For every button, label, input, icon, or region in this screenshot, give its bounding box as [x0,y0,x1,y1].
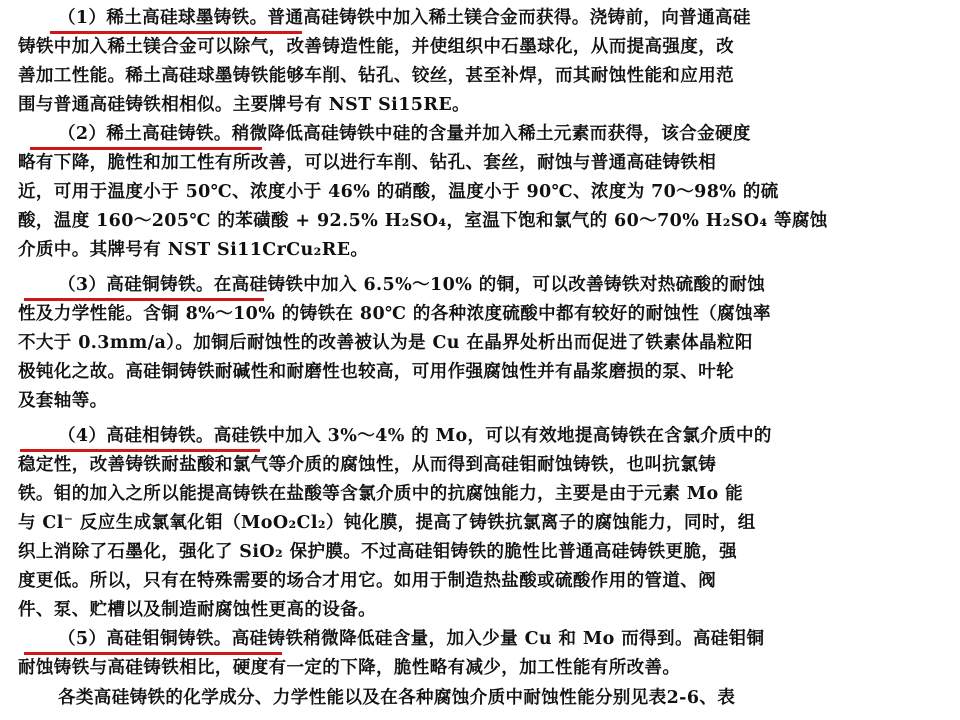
section-heading-4: （4）高硅相铸铁。 [58,426,214,446]
line-text: 稍微降低高硅铸铁中硅的含量并加入稀土元素而获得，该合金硬度 [231,124,751,144]
paragraph-1-line-2: 铸铁中加入稀土镁合金可以除气，改善铸造性能，并使组织中石墨球化，从而提高强度，改 [18,37,734,57]
paragraph-2-line-5: 介质中。其牌号有 NST Si11CrCu₂RE。 [18,240,369,260]
paragraph-1-line-1 [58,4,944,32]
line-text: 在高硅铸铁中加入 6.5%～10% 的铜，可以改善铸铁对热硫酸的耐蚀 [213,275,766,295]
paragraph-4-line-6: 度更低。所以，只有在特殊需要的场合才用它。如用于制造热盐酸或硫酸作用的管道、阀 [18,571,717,591]
closing-paragraph-line: 各类高硅铸铁的化学成分、力学性能以及在各种腐蚀介质中耐蚀性能分别见表2-6、表 [58,688,736,708]
paragraph-4-line-3: 铁。钼的加入之所以能提高铸铁在盐酸等含氯介质中的抗腐蚀能力，主要是由于元素 Mo 能 [18,484,744,504]
paragraph-4-line-1 [58,422,944,450]
paragraph-5-line-2: 耐蚀铸铁与高硅铸铁相比，硬度有一定的下降，脆性略有减少，加工性能有所改善。 [18,658,681,678]
paragraph-5-line-1 [58,625,944,653]
paragraph-4-line-5: 织上消除了石墨化，强化了 SiO₂ 保护膜。不过高硅钼铸铁的脆性比普通高硅铸铁更脆，强 [18,542,738,562]
paragraph-2-line-1 [58,120,944,148]
line-text: 高硅铁中加入 3%～4% 的 Mo，可以有效地提高铸铁在含氯介质中的 [213,426,772,446]
paragraph-3-line-5: 及套轴等。 [18,391,108,411]
paragraph-3-line-4: 极钝化之故。高硅铜铸铁耐碱性和耐磨性也较高，可用作强腐蚀性并有晶浆磨损的泵、叶轮 [18,362,734,382]
paragraph-4-line-2: 稳定性，改善铸铁耐盐酸和氯气等介质的腐蚀性，从而得到高硅钼耐蚀铸铁，也叫抗氯铸 [18,455,717,475]
paragraph-3-line-1 [58,271,944,299]
section-heading-2: （2）稀土高硅铸铁。 [58,124,232,144]
paragraph-2-line-4: 酸，温度 160～205℃ 的苯磺酸 + 92.5% H₂SO₄，室温下饱和氯气的 60～70% H₂SO₄ 等腐蚀 [18,211,828,231]
paragraph-2-line-2: 略有下降，脆性和加工性有所改善，可以进行车削、钻孔、套丝，耐蚀与普通高硅铸铁相 [18,153,717,173]
paragraph-3-line-2: 性及力学性能。含铜 8%～10% 的铸铁在 80℃ 的各种浓度硫酸中都有较好的耐蚀性（腐蚀率 [18,304,771,324]
paragraph-2-line-3: 近，可用于温度小于 50℃、浓度小于 46% 的硝酸，温度小于 90℃、浓度为 70～98% 的硫 [18,182,779,202]
section-heading-5: （5）高硅钼铜铸铁。 [58,629,232,649]
paragraph-3-line-3: 不大于 0.3mm/a）。加铜后耐蚀性的改善被认为是 Cu 在晶界处析出而促进了铁素体晶粒阳 [18,333,753,353]
paragraph-1-line-3: 善加工性能。稀土高硅球墨铸铁能够车削、钻孔、铰丝，甚至补焊，而其耐蚀性能和应用范 [18,66,734,86]
paragraph-4-line-7: 件、泵、贮槽以及制造耐腐蚀性更高的设备。 [18,600,376,620]
paragraph-1-line-4: 围与普通高硅铸铁相相似。主要牌号有 NST Si15RE。 [18,95,470,115]
section-heading-1: （1）稀土高硅球墨铸铁。 [58,8,268,28]
paragraph-4-line-4: 与 Cl⁻ 反应生成氯氧化钼（MoO₂Cl₂）钝化膜，提高了铸铁抗氯离子的腐蚀能力，同时，组 [18,513,756,533]
line-text: 高硅铸铁稍微降低硅含量，加入少量 Cu 和 Mo 而得到。高硅钼铜 [231,629,765,649]
line-text: 普通高硅铸铁中加入稀土镁合金而获得。浇铸前，向普通高硅 [267,8,751,28]
section-heading-3: （3）高硅铜铸铁。 [58,275,214,295]
